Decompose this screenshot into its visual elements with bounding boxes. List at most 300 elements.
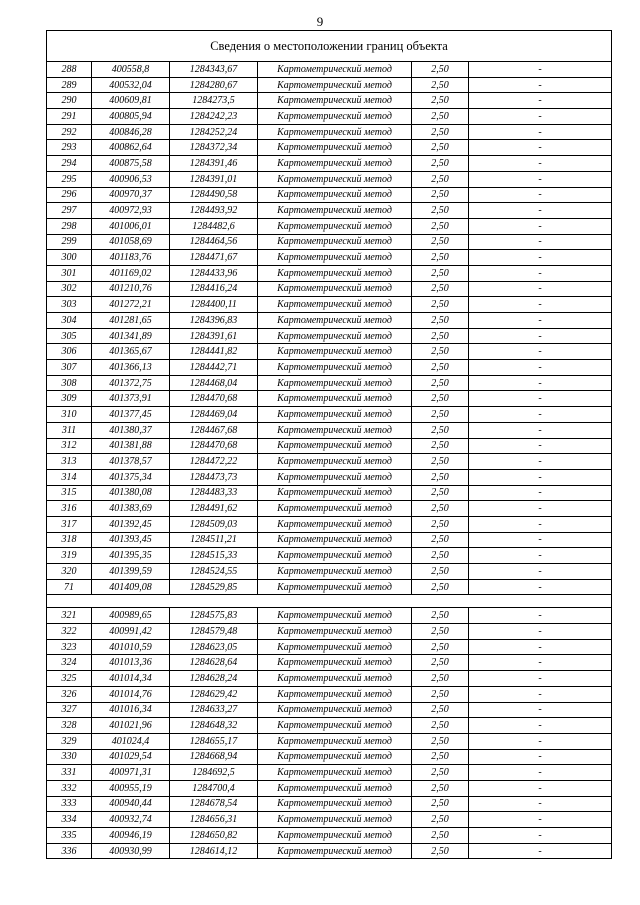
x-coordinate-cell: 400558,8 (92, 62, 170, 78)
table-row (47, 93, 612, 109)
x-coordinate-cell: 400805,94 (92, 109, 170, 125)
y-coordinate-cell: 1284372,34 (170, 140, 258, 156)
x-coordinate-cell: 401380,37 (92, 422, 170, 438)
y-coordinate-cell: 1284473,73 (170, 469, 258, 485)
y-coordinate-cell: 1284633,27 (170, 702, 258, 718)
method-cell: Картометрический метод (258, 548, 412, 564)
table-row (47, 171, 612, 187)
method-cell: Картометрический метод (258, 812, 412, 828)
precision-cell: 2,50 (412, 187, 469, 203)
point-number-cell: 326 (47, 686, 92, 702)
x-coordinate-cell: 401183,76 (92, 250, 170, 266)
y-coordinate-cell: 1284391,61 (170, 328, 258, 344)
x-coordinate-cell: 401395,35 (92, 548, 170, 564)
table-row (47, 501, 612, 517)
x-coordinate-cell: 401058,69 (92, 234, 170, 250)
table-header: Сведения о местоположении границ объекта (47, 31, 612, 62)
point-number-cell: 313 (47, 454, 92, 470)
y-coordinate-cell: 1284692,5 (170, 765, 258, 781)
x-coordinate-cell: 401366,13 (92, 360, 170, 376)
x-coordinate-cell: 401024,4 (92, 733, 170, 749)
method-cell: Картометрический метод (258, 187, 412, 203)
point-number-cell: 317 (47, 516, 92, 532)
note-cell: - (469, 655, 612, 671)
point-number-cell: 291 (47, 109, 92, 125)
page-number: 9 (316, 14, 324, 29)
x-coordinate-cell: 400946,19 (92, 828, 170, 844)
precision-cell: 2,50 (412, 422, 469, 438)
precision-cell: 2,50 (412, 718, 469, 734)
note-cell: - (469, 93, 612, 109)
note-cell: - (469, 749, 612, 765)
y-coordinate-cell: 1284678,54 (170, 796, 258, 812)
group-separator-row (47, 595, 612, 608)
table-row (47, 281, 612, 297)
note-cell: - (469, 454, 612, 470)
x-coordinate-cell: 400955,19 (92, 780, 170, 796)
y-coordinate-cell: 1284470,68 (170, 391, 258, 407)
y-coordinate-cell: 1284668,94 (170, 749, 258, 765)
precision-cell: 2,50 (412, 391, 469, 407)
method-cell: Картометрический метод (258, 454, 412, 470)
x-coordinate-cell: 401377,45 (92, 407, 170, 423)
method-cell: Картометрический метод (258, 828, 412, 844)
point-number-cell: 308 (47, 375, 92, 391)
note-cell: - (469, 156, 612, 172)
note-cell: - (469, 234, 612, 250)
note-cell: - (469, 501, 612, 517)
precision-cell: 2,50 (412, 469, 469, 485)
point-number-cell: 307 (47, 360, 92, 376)
y-coordinate-cell: 1284467,68 (170, 422, 258, 438)
method-cell: Картометрический метод (258, 171, 412, 187)
method-cell: Картометрический метод (258, 250, 412, 266)
method-cell: Картометрический метод (258, 639, 412, 655)
y-coordinate-cell: 1284472,22 (170, 454, 258, 470)
point-number-cell: 314 (47, 469, 92, 485)
x-coordinate-cell: 401341,89 (92, 328, 170, 344)
table-row (47, 156, 612, 172)
note-cell: - (469, 469, 612, 485)
point-number-cell: 304 (47, 313, 92, 329)
table-row (47, 780, 612, 796)
method-cell: Картометрический метод (258, 328, 412, 344)
x-coordinate-cell: 401272,21 (92, 297, 170, 313)
method-cell: Картометрический метод (258, 265, 412, 281)
method-cell: Картометрический метод (258, 62, 412, 78)
y-coordinate-cell: 1284650,82 (170, 828, 258, 844)
y-coordinate-cell: 1284280,67 (170, 77, 258, 93)
y-coordinate-cell: 1284648,32 (170, 718, 258, 734)
y-coordinate-cell: 1284468,04 (170, 375, 258, 391)
y-coordinate-cell: 1284515,33 (170, 548, 258, 564)
note-cell: - (469, 407, 612, 423)
table-row (47, 548, 612, 564)
note-cell: - (469, 187, 612, 203)
table-row (47, 485, 612, 501)
point-number-cell: 327 (47, 702, 92, 718)
method-cell: Картометрический метод (258, 422, 412, 438)
y-coordinate-cell: 1284391,46 (170, 156, 258, 172)
method-cell: Картометрический метод (258, 218, 412, 234)
method-cell: Картометрический метод (258, 624, 412, 640)
note-cell: - (469, 265, 612, 281)
note-cell: - (469, 702, 612, 718)
x-coordinate-cell: 401381,88 (92, 438, 170, 454)
table-row (47, 438, 612, 454)
y-coordinate-cell: 1284400,11 (170, 297, 258, 313)
note-cell: - (469, 624, 612, 640)
point-number-cell: 336 (47, 843, 92, 859)
method-cell: Картометрический метод (258, 391, 412, 407)
precision-cell: 2,50 (412, 77, 469, 93)
table-row (47, 360, 612, 376)
point-number-cell: 296 (47, 187, 92, 203)
precision-cell: 2,50 (412, 548, 469, 564)
table-row (47, 187, 612, 203)
x-coordinate-cell: 401013,36 (92, 655, 170, 671)
note-cell: - (469, 564, 612, 580)
method-cell: Картометрический метод (258, 579, 412, 595)
precision-cell: 2,50 (412, 655, 469, 671)
method-cell: Картометрический метод (258, 655, 412, 671)
table-row (47, 265, 612, 281)
method-cell: Картометрический метод (258, 156, 412, 172)
y-coordinate-cell: 1284628,24 (170, 671, 258, 687)
x-coordinate-cell: 400846,28 (92, 124, 170, 140)
x-coordinate-cell: 400971,31 (92, 765, 170, 781)
point-number-cell: 294 (47, 156, 92, 172)
note-cell: - (469, 639, 612, 655)
note-cell: - (469, 140, 612, 156)
point-number-cell: 330 (47, 749, 92, 765)
note-cell: - (469, 438, 612, 454)
table-row (47, 516, 612, 532)
precision-cell: 2,50 (412, 579, 469, 595)
y-coordinate-cell: 1284491,62 (170, 501, 258, 517)
y-coordinate-cell: 1284655,17 (170, 733, 258, 749)
precision-cell: 2,50 (412, 843, 469, 859)
note-cell: - (469, 765, 612, 781)
x-coordinate-cell: 400932,74 (92, 812, 170, 828)
note-cell: - (469, 422, 612, 438)
y-coordinate-cell: 1284579,48 (170, 624, 258, 640)
precision-cell: 2,50 (412, 639, 469, 655)
x-coordinate-cell: 400989,65 (92, 608, 170, 624)
y-coordinate-cell: 1284396,83 (170, 313, 258, 329)
table-row (47, 812, 612, 828)
precision-cell: 2,50 (412, 624, 469, 640)
table-row (47, 328, 612, 344)
point-number-cell: 289 (47, 77, 92, 93)
x-coordinate-cell: 401393,45 (92, 532, 170, 548)
table-row (47, 749, 612, 765)
point-number-cell: 319 (47, 548, 92, 564)
precision-cell: 2,50 (412, 686, 469, 702)
point-number-cell: 322 (47, 624, 92, 640)
point-number-cell: 303 (47, 297, 92, 313)
y-coordinate-cell: 1284482,6 (170, 218, 258, 234)
point-number-cell: 312 (47, 438, 92, 454)
method-cell: Картометрический метод (258, 203, 412, 219)
x-coordinate-cell: 400940,44 (92, 796, 170, 812)
precision-cell: 2,50 (412, 501, 469, 517)
group-separator (47, 595, 612, 608)
y-coordinate-cell: 1284493,92 (170, 203, 258, 219)
point-number-cell: 310 (47, 407, 92, 423)
precision-cell: 2,50 (412, 265, 469, 281)
table-row (47, 828, 612, 844)
point-number-cell: 331 (47, 765, 92, 781)
table-row (47, 454, 612, 470)
point-number-cell: 295 (47, 171, 92, 187)
point-number-cell: 290 (47, 93, 92, 109)
note-cell: - (469, 375, 612, 391)
precision-cell: 2,50 (412, 780, 469, 796)
point-number-cell: 329 (47, 733, 92, 749)
precision-cell: 2,50 (412, 828, 469, 844)
y-coordinate-cell: 1284469,04 (170, 407, 258, 423)
method-cell: Картометрический метод (258, 796, 412, 812)
x-coordinate-cell: 401029,54 (92, 749, 170, 765)
table-row (47, 313, 612, 329)
table-row (47, 733, 612, 749)
method-cell: Картометрический метод (258, 501, 412, 517)
point-number-cell: 320 (47, 564, 92, 580)
note-cell: - (469, 344, 612, 360)
point-number-cell: 305 (47, 328, 92, 344)
table-header-row (47, 31, 612, 62)
method-cell: Картометрический метод (258, 532, 412, 548)
table-row (47, 564, 612, 580)
note-cell: - (469, 516, 612, 532)
note-cell: - (469, 796, 612, 812)
x-coordinate-cell: 401409,08 (92, 579, 170, 595)
table-row (47, 407, 612, 423)
note-cell: - (469, 313, 612, 329)
y-coordinate-cell: 1284511,21 (170, 532, 258, 548)
point-number-cell: 333 (47, 796, 92, 812)
method-cell: Картометрический метод (258, 469, 412, 485)
y-coordinate-cell: 1284628,64 (170, 655, 258, 671)
method-cell: Картометрический метод (258, 109, 412, 125)
table-row (47, 608, 612, 624)
method-cell: Картометрический метод (258, 671, 412, 687)
note-cell: - (469, 171, 612, 187)
point-number-cell: 298 (47, 218, 92, 234)
note-cell: - (469, 124, 612, 140)
precision-cell: 2,50 (412, 156, 469, 172)
y-coordinate-cell: 1284242,23 (170, 109, 258, 125)
x-coordinate-cell: 400862,64 (92, 140, 170, 156)
x-coordinate-cell: 401399,59 (92, 564, 170, 580)
method-cell: Картометрический метод (258, 375, 412, 391)
y-coordinate-cell: 1284343,67 (170, 62, 258, 78)
x-coordinate-cell: 401006,01 (92, 218, 170, 234)
method-cell: Картометрический метод (258, 843, 412, 859)
method-cell: Картометрический метод (258, 407, 412, 423)
x-coordinate-cell: 401281,65 (92, 313, 170, 329)
method-cell: Картометрический метод (258, 749, 412, 765)
y-coordinate-cell: 1284470,68 (170, 438, 258, 454)
x-coordinate-cell: 400970,37 (92, 187, 170, 203)
table-row (47, 391, 612, 407)
method-cell: Картометрический метод (258, 485, 412, 501)
x-coordinate-cell: 401373,91 (92, 391, 170, 407)
precision-cell: 2,50 (412, 765, 469, 781)
point-number-cell: 288 (47, 62, 92, 78)
precision-cell: 2,50 (412, 140, 469, 156)
x-coordinate-cell: 401016,34 (92, 702, 170, 718)
note-cell: - (469, 281, 612, 297)
note-cell: - (469, 780, 612, 796)
table-row (47, 203, 612, 219)
method-cell: Картометрический метод (258, 516, 412, 532)
precision-cell: 2,50 (412, 171, 469, 187)
y-coordinate-cell: 1284700,4 (170, 780, 258, 796)
note-cell: - (469, 686, 612, 702)
note-cell: - (469, 297, 612, 313)
table-row (47, 765, 612, 781)
precision-cell: 2,50 (412, 812, 469, 828)
x-coordinate-cell: 401021,96 (92, 718, 170, 734)
note-cell: - (469, 828, 612, 844)
precision-cell: 2,50 (412, 454, 469, 470)
table-row (47, 109, 612, 125)
method-cell: Картометрический метод (258, 765, 412, 781)
method-cell: Картометрический метод (258, 780, 412, 796)
point-number-cell: 71 (47, 579, 92, 595)
point-number-cell: 292 (47, 124, 92, 140)
point-number-cell: 301 (47, 265, 92, 281)
table-row (47, 250, 612, 266)
y-coordinate-cell: 1284614,12 (170, 843, 258, 859)
point-number-cell: 321 (47, 608, 92, 624)
table-row (47, 344, 612, 360)
y-coordinate-cell: 1284391,01 (170, 171, 258, 187)
y-coordinate-cell: 1284656,31 (170, 812, 258, 828)
table-row (47, 579, 612, 595)
method-cell: Картометрический метод (258, 608, 412, 624)
precision-cell: 2,50 (412, 93, 469, 109)
x-coordinate-cell: 401375,34 (92, 469, 170, 485)
x-coordinate-cell: 401392,45 (92, 516, 170, 532)
y-coordinate-cell: 1284524,55 (170, 564, 258, 580)
x-coordinate-cell: 401372,75 (92, 375, 170, 391)
y-coordinate-cell: 1284252,24 (170, 124, 258, 140)
x-coordinate-cell: 401383,69 (92, 501, 170, 517)
point-number-cell: 300 (47, 250, 92, 266)
precision-cell: 2,50 (412, 516, 469, 532)
y-coordinate-cell: 1284471,67 (170, 250, 258, 266)
point-number-cell: 332 (47, 780, 92, 796)
note-cell: - (469, 548, 612, 564)
note-cell: - (469, 62, 612, 78)
precision-cell: 2,50 (412, 313, 469, 329)
method-cell: Картометрический метод (258, 702, 412, 718)
table-row (47, 532, 612, 548)
method-cell: Картометрический метод (258, 93, 412, 109)
y-coordinate-cell: 1284464,56 (170, 234, 258, 250)
precision-cell: 2,50 (412, 234, 469, 250)
note-cell: - (469, 109, 612, 125)
table-row (47, 297, 612, 313)
x-coordinate-cell: 401014,76 (92, 686, 170, 702)
y-coordinate-cell: 1284490,58 (170, 187, 258, 203)
note-cell: - (469, 532, 612, 548)
precision-cell: 2,50 (412, 749, 469, 765)
y-coordinate-cell: 1284623,05 (170, 639, 258, 655)
precision-cell: 2,50 (412, 608, 469, 624)
precision-cell: 2,50 (412, 203, 469, 219)
x-coordinate-cell: 400609,81 (92, 93, 170, 109)
note-cell: - (469, 671, 612, 687)
method-cell: Картометрический метод (258, 686, 412, 702)
note-cell: - (469, 733, 612, 749)
x-coordinate-cell: 401169,02 (92, 265, 170, 281)
precision-cell: 2,50 (412, 297, 469, 313)
note-cell: - (469, 391, 612, 407)
table-row (47, 375, 612, 391)
y-coordinate-cell: 1284416,24 (170, 281, 258, 297)
table-row (47, 796, 612, 812)
point-number-cell: 311 (47, 422, 92, 438)
note-cell: - (469, 485, 612, 501)
y-coordinate-cell: 1284529,85 (170, 579, 258, 595)
method-cell: Картометрический метод (258, 124, 412, 140)
method-cell: Картометрический метод (258, 360, 412, 376)
y-coordinate-cell: 1284629,42 (170, 686, 258, 702)
note-cell: - (469, 203, 612, 219)
x-coordinate-cell: 400875,58 (92, 156, 170, 172)
table-row (47, 718, 612, 734)
method-cell: Картометрический метод (258, 718, 412, 734)
table-body (47, 31, 612, 859)
y-coordinate-cell: 1284509,03 (170, 516, 258, 532)
precision-cell: 2,50 (412, 375, 469, 391)
point-number-cell: 323 (47, 639, 92, 655)
precision-cell: 2,50 (412, 564, 469, 580)
precision-cell: 2,50 (412, 438, 469, 454)
table-row (47, 671, 612, 687)
note-cell: - (469, 718, 612, 734)
point-number-cell: 328 (47, 718, 92, 734)
method-cell: Картометрический метод (258, 438, 412, 454)
method-cell: Картометрический метод (258, 234, 412, 250)
y-coordinate-cell: 1284441,82 (170, 344, 258, 360)
y-coordinate-cell: 1284575,83 (170, 608, 258, 624)
table-row (47, 218, 612, 234)
x-coordinate-cell: 401014,34 (92, 671, 170, 687)
point-number-cell: 302 (47, 281, 92, 297)
method-cell: Картометрический метод (258, 77, 412, 93)
table-row (47, 469, 612, 485)
note-cell: - (469, 250, 612, 266)
table-row (47, 843, 612, 859)
note-cell: - (469, 608, 612, 624)
precision-cell: 2,50 (412, 218, 469, 234)
note-cell: - (469, 579, 612, 595)
point-number-cell: 293 (47, 140, 92, 156)
table-row (47, 422, 612, 438)
note-cell: - (469, 328, 612, 344)
precision-cell: 2,50 (412, 671, 469, 687)
x-coordinate-cell: 400532,04 (92, 77, 170, 93)
table-row (47, 639, 612, 655)
x-coordinate-cell: 401210,76 (92, 281, 170, 297)
point-number-cell: 325 (47, 671, 92, 687)
precision-cell: 2,50 (412, 124, 469, 140)
